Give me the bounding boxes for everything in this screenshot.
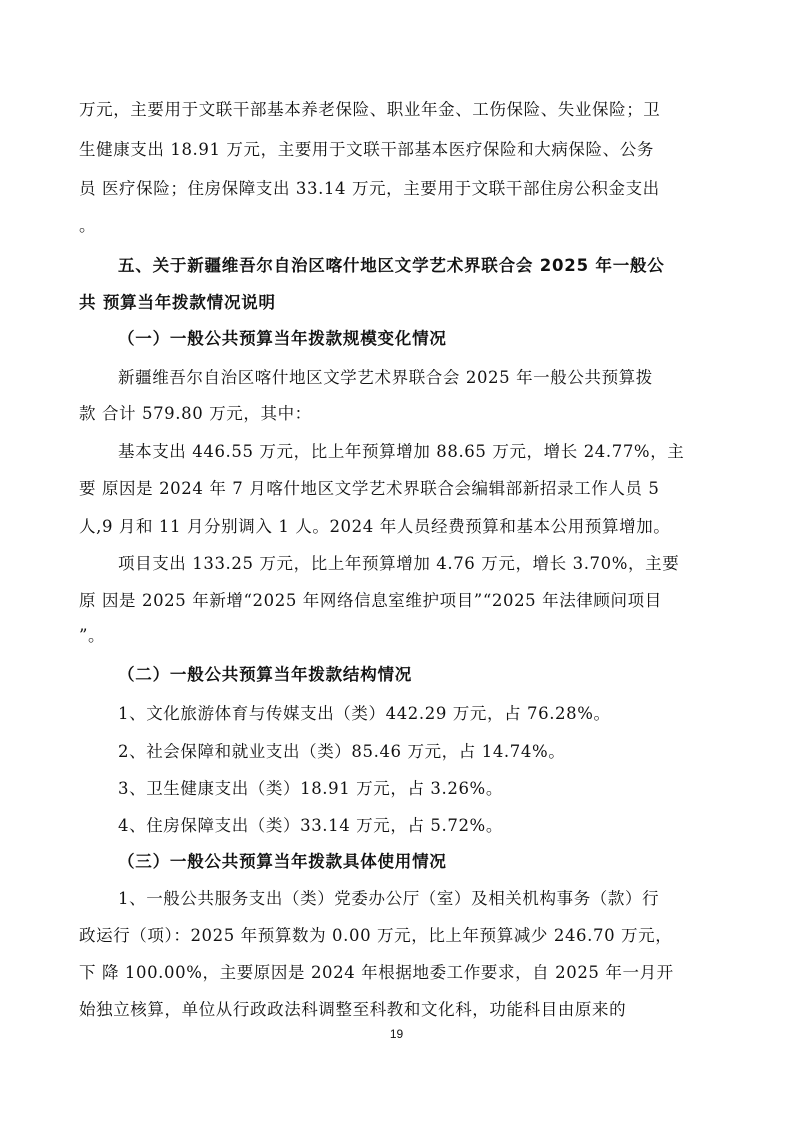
subsection-heading: （二）一般公共预算当年拨款结构情况 [118,665,413,684]
text-line: 万元，主要用于文联干部基本养老保险、职业年金、工伤保险、失业保险；卫 [79,100,661,119]
list-item: 2、社会保障和就业支出（类）85.46 万元，占 14.74%。 [118,742,566,761]
text-line: 下 降 100.00%，主要原因是 2024 年根据地委工作要求，自 2025 年一月开 [79,963,674,982]
text-line: 款 合计 579.80 万元，其中： [79,404,312,423]
text-line: 员 医疗保险；住房保障支出 33.14 万元，主要用于文联干部住房公积金支出 [79,179,660,198]
subsection-heading: （一）一般公共预算当年拨款规模变化情况 [118,329,447,348]
text-line: 新疆维吾尔自治区喀什地区文学艺术界联合会 2025 年一般公共预算拨 [118,368,653,387]
section-heading: 五、关于新疆维吾尔自治区喀什地区文学艺术界联合会 2025 年一般公 [118,256,665,275]
text-line: 政运行（项）：2025 年预算数为 0.00 万元，比上年预算减少 246.70 万元， [79,926,673,945]
text-line: 。 [79,216,97,235]
list-item: 3、卫生健康支出（类）18.91 万元，占 3.26%。 [118,779,503,798]
section-heading-continued: 共 预算当年拨款情况说明 [79,293,276,312]
text-line: 项目支出 133.25 万元，比上年预算增加 4.76 万元，增长 3.70%，主要 [118,554,680,573]
list-item: 1、文化旅游体育与传媒支出（类）442.29 万元，占 76.28%。 [118,704,611,723]
text-line: 要 原因是 2024 年 7 月喀什地区文学艺术界联合会编辑部新招录工作人员 5 [79,479,660,498]
text-line: 原 因是 2025 年新增“2025 年网络信息室维护项目”“2025 年法律顾问项目 [79,591,662,610]
text-line: 生健康支出 18.91 万元，主要用于文联干部基本医疗保险和大病保险、公务 [79,140,654,159]
text-line: 1、一般公共服务支出（类）党委办公厅（室）及相关机构事务（款）行 [118,889,660,908]
text-line: ”。 [79,626,106,645]
text-line: 基本支出 446.55 万元，比上年预算增加 88.65 万元，增长 24.77%，主 [118,442,685,461]
subsection-heading: （三）一般公共预算当年拨款具体使用情况 [118,852,447,871]
text-line: 始独立核算，单位从行政政法科调整至科教和文化科，功能科目由原来的 [79,1000,627,1019]
page-number: 19 [389,1027,404,1041]
text-line: 人,9 月和 11 月分别调入 1 人。2024 年人员经费预算和基本公用预算增加。 [79,517,671,536]
list-item: 4、住房保障支出（类）33.14 万元，占 5.72%。 [118,816,503,835]
